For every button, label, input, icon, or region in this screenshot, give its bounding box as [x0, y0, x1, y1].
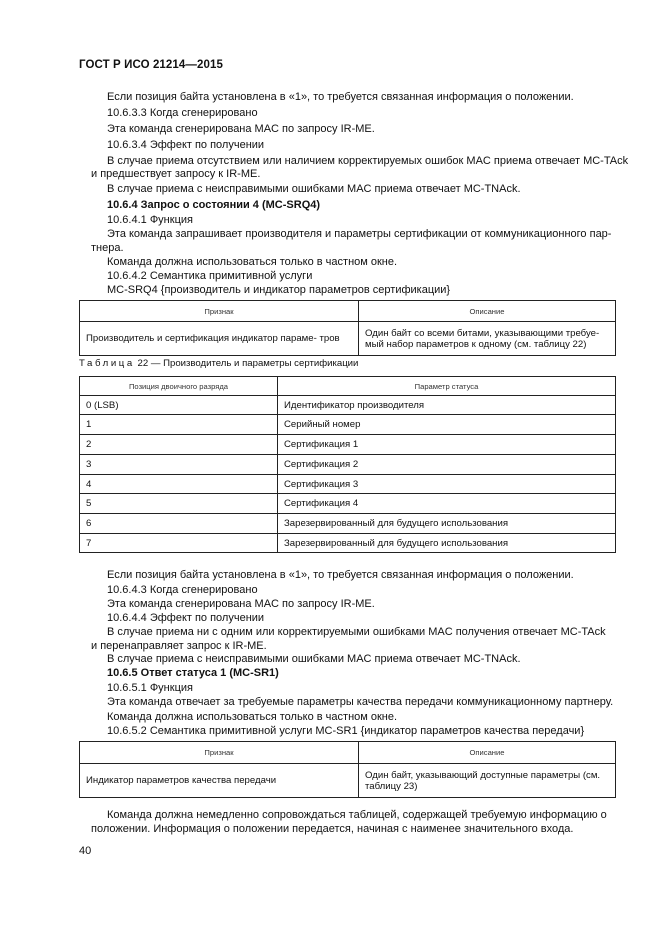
table-22	[79, 376, 616, 553]
table-cell: Зарезервированный для будущего использования	[278, 534, 616, 553]
table-cell: Сертификация 4	[278, 494, 616, 514]
table-header-row	[80, 301, 616, 322]
paragraph-line: положении. Информация о положении передается, начиная с наименее значительного входа.	[91, 823, 574, 835]
paragraph-line: и предшествует запросу к IR-ME.	[91, 168, 261, 180]
table-cell: 2	[80, 435, 278, 455]
paragraph-line: тнера.	[91, 242, 124, 254]
table-row	[80, 396, 616, 415]
paragraph-line: Эта команда отвечает за требуемые параметры качества передачи коммуникационному партнеру.	[107, 696, 614, 708]
page-number: 40	[79, 845, 92, 857]
table-header-row	[80, 742, 616, 764]
document-header: ГОСТ Р ИСО 21214—2015	[79, 59, 224, 71]
paragraph-line: Эта команда сгенерирована MAC по запросу IR-ME.	[107, 598, 375, 610]
table-row	[80, 322, 616, 356]
table-row	[80, 494, 616, 514]
table-row	[80, 534, 616, 553]
attribute-table-srq4	[79, 300, 616, 356]
table-cell: Сертификация 2	[278, 455, 616, 475]
paragraph-line: и перенаправляет запрос к IR-ME.	[91, 640, 267, 652]
table-row	[80, 455, 616, 475]
subsection-heading: 10.6.4.4 Эффект по получении	[107, 612, 265, 624]
table-row	[80, 764, 616, 798]
table-cell: Индикатор параметров качества передачи	[80, 764, 359, 798]
subsection-heading: 10.6.4.2 Семантика примитивной услуги	[107, 270, 313, 282]
paragraph-line: В случае приема ни с одним или корректируемыми ошибками MAC получения отвечает MC-TAck	[107, 626, 606, 638]
table-cell: Серийный номер	[278, 415, 616, 435]
table-cell: Сертификация 1	[278, 435, 616, 455]
table-row	[80, 435, 616, 455]
paragraph-line: В случае приема с неисправимыми ошибками MAC приема отвечает MC-TNAck.	[107, 653, 521, 665]
paragraph-line: В случае приема отсутствием или наличием корректируемых ошибок MAC приема отвечает MC-TAck	[107, 155, 629, 167]
table-cell: Сертификация 3	[278, 475, 616, 494]
table-row	[80, 514, 616, 534]
paragraph-line: Команда должна немедленно сопровождаться таблицей, содержащей требуемую информацию о	[107, 809, 607, 821]
paragraph-line: Эта команда запрашивает производителя и параметры сертификации от коммуникационного пар-	[107, 228, 612, 240]
table-cell: Один байт, указывающий доступные параметры (см. таблицу 23)	[359, 764, 616, 798]
table-cell: Один байт со всеми битами, указывающими требуе- мый набор параметров к одному (см. таблицу 22)	[359, 322, 616, 356]
table-header-cell: Параметр статуса	[278, 377, 616, 396]
subsection-heading: 10.6.4.3 Когда сгенерировано	[107, 584, 258, 596]
table-cell: 6	[80, 514, 278, 534]
section-heading-10-6-5: 10.6.5 Ответ статуса 1 (MC-SR1)	[107, 667, 279, 679]
paragraph-line: Если позиция байта установлена в «1», то требуется связанная информация о положении.	[107, 91, 574, 103]
table-cell: 3	[80, 455, 278, 475]
table-cell: 5	[80, 494, 278, 514]
table-cell: Производитель и сертификация индикатор параме- тров	[80, 322, 359, 356]
table-caption-prefix: Таблица	[79, 358, 135, 369]
paragraph-line: В случае приема с неисправимыми ошибками MAC приема отвечает MC-TNAck.	[107, 183, 521, 195]
table-caption-text: 22 — Производитель и параметры сертификации	[137, 358, 359, 369]
paragraph-line: Эта команда сгенерирована MAC по запросу IR-ME.	[107, 123, 375, 135]
table-header-cell: Описание	[359, 742, 616, 764]
paragraph-line: Команда должна использоваться только в частном окне.	[107, 256, 398, 268]
subsection-heading: 10.6.5.1 Функция	[107, 682, 193, 694]
table-row	[80, 475, 616, 494]
table-row	[80, 415, 616, 435]
subsection-heading: 10.6.3.4 Эффект по получении	[107, 139, 265, 151]
paragraph-line: MC-SRQ4 {производитель и индикатор параметров сертификации}	[107, 284, 451, 296]
table-cell: 1	[80, 415, 278, 435]
table-header-cell: Позиция двоичного разряда	[80, 377, 278, 396]
subsection-heading: 10.6.5.2 Семантика примитивной услуги MC-SR1 {индикатор параметров качества передачи}	[107, 725, 585, 737]
table-header-cell: Описание	[359, 301, 616, 322]
table-cell: 4	[80, 475, 278, 494]
section-heading-10-6-4: 10.6.4 Запрос о состоянии 4 (MC-SRQ4)	[107, 199, 321, 211]
table-caption	[79, 358, 358, 369]
paragraph-line: Если позиция байта установлена в «1», то требуется связанная информация о положении.	[107, 569, 574, 581]
subsection-heading: 10.6.4.1 Функция	[107, 214, 193, 226]
paragraph-line: Команда должна использоваться только в частном окне.	[107, 711, 398, 723]
table-header-cell: Признак	[80, 301, 359, 322]
subsection-heading: 10.6.3.3 Когда сгенерировано	[107, 107, 258, 119]
attribute-table-sr1	[79, 741, 616, 798]
table-cell: Зарезервированный для будущего использования	[278, 514, 616, 534]
table-header-cell: Признак	[80, 742, 359, 764]
table-cell: Идентификатор производителя	[278, 396, 616, 415]
table-cell: 7	[80, 534, 278, 553]
table-header-row	[80, 377, 616, 396]
table-cell: 0 (LSB)	[80, 396, 278, 415]
